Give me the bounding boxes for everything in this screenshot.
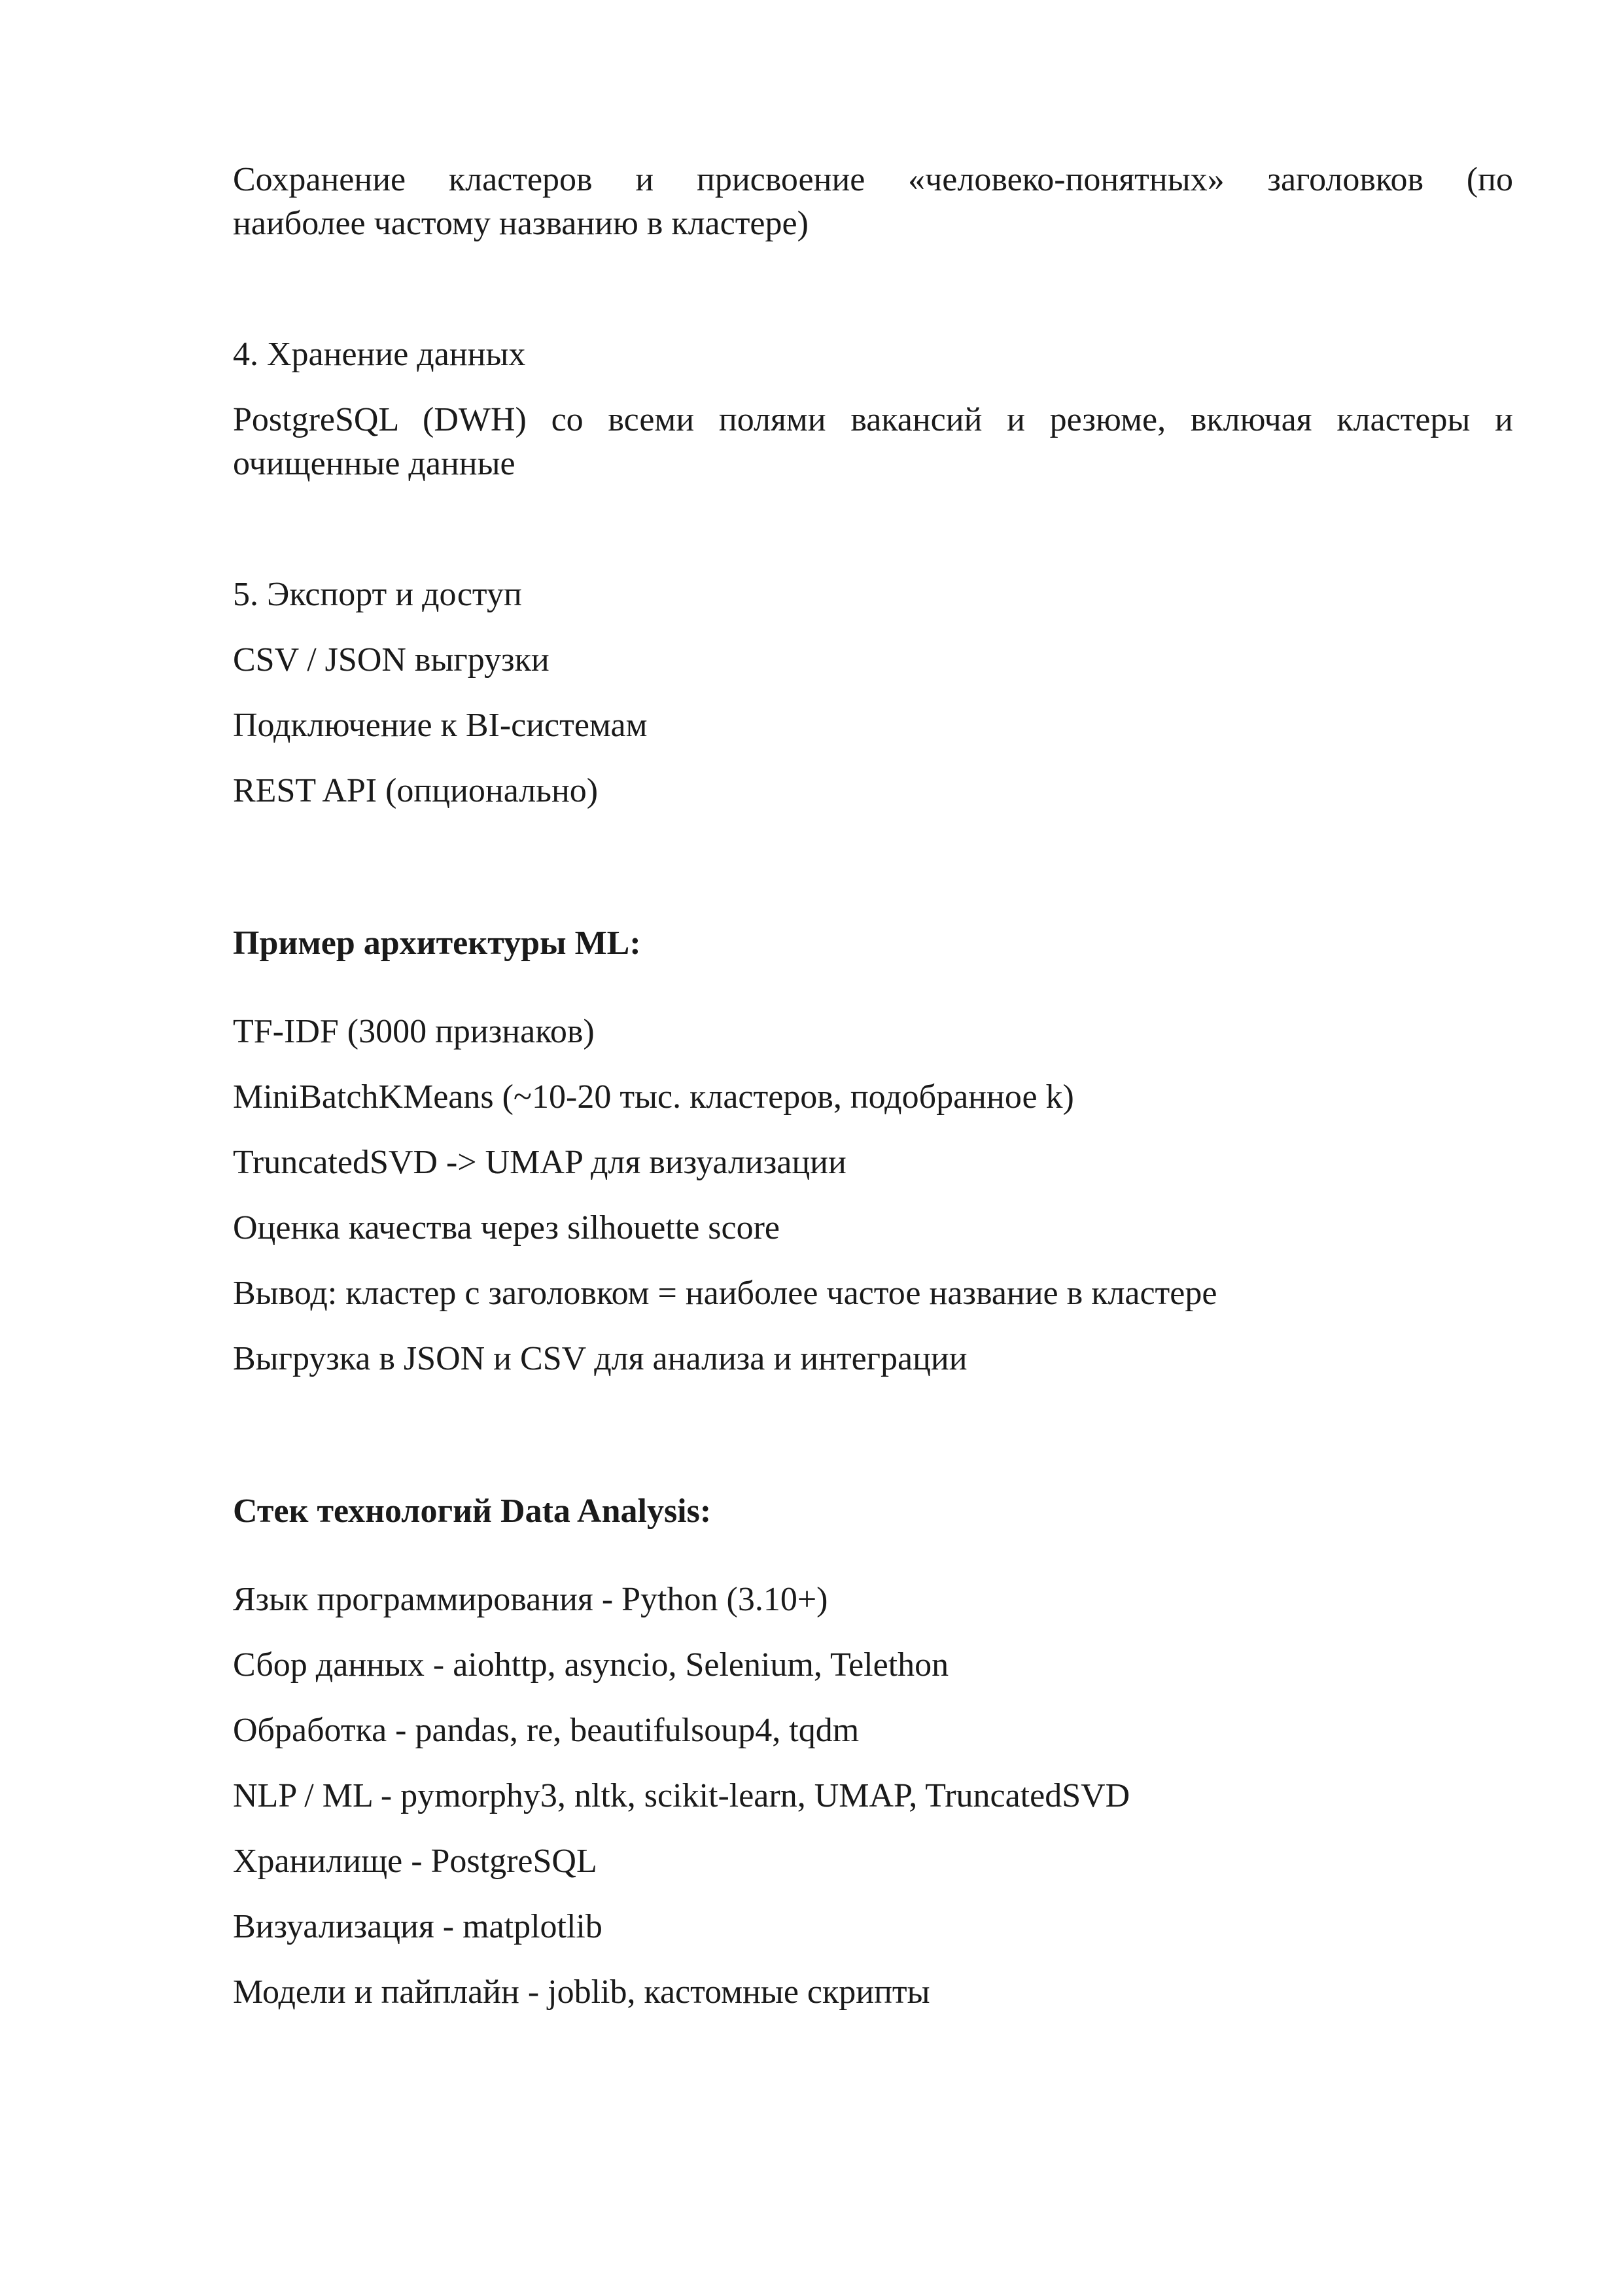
storage-text-line-1: PostgreSQL (DWH) со всеми полями вакансий и резюме, включая кластеры и <box>233 401 1513 438</box>
ml-item: TruncatedSVD -> UMAP для визуализации <box>233 1144 846 1181</box>
ml-item: TF-IDF (3000 признаков) <box>233 1013 595 1050</box>
storage-text-line-2: очищенные данные <box>233 445 515 482</box>
clusters-text-line-1: Сохранение кластеров и присвоение «человеко-понятных» заголовков (по <box>233 161 1513 198</box>
storage-heading: 4. Хранение данных <box>233 336 526 373</box>
ml-item: Выгрузка в JSON и CSV для анализа и интеграции <box>233 1340 968 1377</box>
stack-item: Обработка - pandas, re, beautifulsoup4, tqdm <box>233 1712 860 1749</box>
stack-item: Модели и пайплайн - joblib, кастомные скрипты <box>233 1973 930 2011</box>
export-item: CSV / JSON выгрузки <box>233 641 550 679</box>
stack-item: Язык программирования - Python (3.10+) <box>233 1581 828 1618</box>
stack-heading: Стек технологий Data Analysis: <box>233 1492 712 1530</box>
ml-item: Оценка качества через silhouette score <box>233 1209 780 1246</box>
export-item: Подключение к BI-системам <box>233 707 648 744</box>
export-item: REST API (опционально) <box>233 772 599 809</box>
stack-item: Визуализация - matplotlib <box>233 1908 602 1945</box>
clusters-text-line-2: наиболее частому названию в кластере) <box>233 205 809 242</box>
ml-item: MiniBatchKMeans (~10-20 тыс. кластеров, подобранное k) <box>233 1078 1074 1116</box>
stack-item: NLP / ML - pymorphy3, nltk, scikit-learn, UMAP, TruncatedSVD <box>233 1777 1130 1814</box>
ml-heading: Пример архитектуры ML: <box>233 925 641 962</box>
stack-item: Сбор данных - aiohttp, asyncio, Selenium, Telethon <box>233 1646 949 1684</box>
stack-item: Хранилище - PostgreSQL <box>233 1843 597 1880</box>
export-heading: 5. Экспорт и доступ <box>233 576 522 613</box>
ml-item: Вывод: кластер с заголовком = наиболее частое название в кластере <box>233 1275 1217 1312</box>
